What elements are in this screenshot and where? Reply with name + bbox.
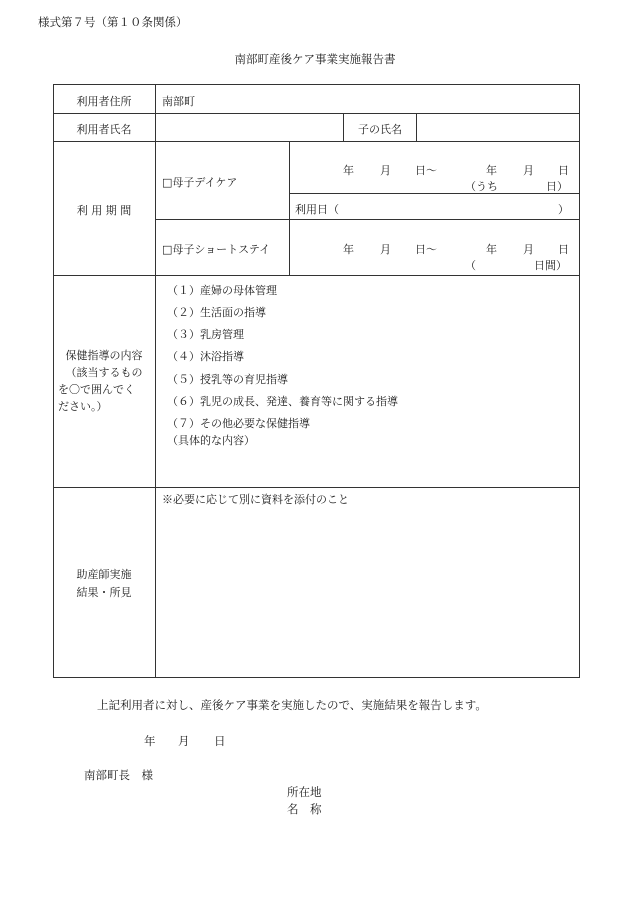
report-statement: 上記利用者に対し、産後ケア事業を実施したので、実施結果を報告します。 <box>97 698 487 712</box>
guidance-label-line: 保健指導の内容 <box>65 349 143 362</box>
guidance-label <box>53 347 155 415</box>
daycare-option: □母子デイケア <box>162 176 238 189</box>
row-divider <box>53 113 580 114</box>
shortstay-start-month: 月 <box>380 243 391 256</box>
organization-name-label: 名 称 <box>287 802 322 816</box>
daycare-subrow-divider <box>289 193 580 194</box>
guidance-item: （７）その他必要な保健指導 <box>167 417 310 430</box>
daycare-end-month: 月 <box>523 164 534 177</box>
shortstay-start-year: 年 <box>343 243 354 256</box>
guidance-label-line: を〇で囲んでく <box>58 383 135 396</box>
guidance-detail-label: （具体的な内容） <box>167 434 255 447</box>
usage-period-label: 利 用 期 間 <box>76 204 132 217</box>
shortstay-end-day: 日 <box>558 243 569 256</box>
user-name-label: 利用者氏名 <box>76 123 132 136</box>
daycare-end-day: 日 <box>558 164 569 177</box>
child-name-label: 子の氏名 <box>358 123 402 136</box>
child-name-divider-right <box>416 113 417 141</box>
document-title: 南部町産後ケア事業実施報告書 <box>234 52 396 66</box>
guidance-item: （６）乳児の成長、発達、養育等に関する指導 <box>167 395 398 408</box>
midwife-result-label <box>53 566 155 602</box>
shortstay-end-month: 月 <box>523 243 534 256</box>
guidance-item: （１）産婦の母体管理 <box>167 284 277 297</box>
guidance-item: （５）授乳等の育児指導 <box>167 373 288 386</box>
guidance-item: （４）沐浴指導 <box>167 350 244 363</box>
shortstay-end-year: 年 <box>486 243 497 256</box>
shortstay-start-day: 日〜 <box>415 243 437 256</box>
table-border-bottom <box>53 677 580 678</box>
usage-days-close: ） <box>558 203 569 216</box>
daycare-of-which-days: 日） <box>546 180 568 193</box>
midwife-result-label-line: 助産師実施 <box>76 568 132 581</box>
report-date-month: 月 <box>178 734 190 748</box>
daycare-end-year: 年 <box>486 164 497 177</box>
usage-days-label: 利用日（ <box>295 203 339 216</box>
guidance-item: （３）乳房管理 <box>167 328 244 341</box>
row-divider <box>155 219 580 220</box>
daycare-of-which: （うち <box>465 180 498 193</box>
daycare-start-month: 月 <box>380 164 391 177</box>
address-value: 南部町 <box>162 95 195 108</box>
shortstay-days-open: （ <box>465 259 476 272</box>
report-date-day: 日 <box>214 734 226 748</box>
attachment-note: ※必要に応じて別に資料を添付のこと <box>162 493 349 506</box>
row-divider <box>53 275 580 276</box>
row-divider <box>53 141 580 142</box>
form-number: 様式第７号（第１０条関係） <box>38 15 188 29</box>
report-form-table <box>53 84 580 678</box>
location-label: 所在地 <box>287 785 322 799</box>
guidance-label-line: （該当するもの <box>65 366 143 379</box>
period-subcolumn-divider <box>289 141 290 275</box>
guidance-label-line: ださい。） <box>58 400 108 413</box>
daycare-start-year: 年 <box>343 164 354 177</box>
row-divider <box>53 487 580 488</box>
guidance-item: （２）生活面の指導 <box>167 306 266 319</box>
addressee: 南部町長 様 <box>84 768 153 782</box>
table-border-top <box>53 84 580 85</box>
table-border-right <box>579 84 580 678</box>
midwife-result-label-line: 結果・所見 <box>76 586 132 599</box>
address-label: 利用者住所 <box>76 95 132 108</box>
shortstay-days-close: 日間） <box>534 259 567 272</box>
daycare-start-day: 日〜 <box>415 164 437 177</box>
report-date-year: 年 <box>144 734 156 748</box>
label-column-divider <box>155 84 156 678</box>
shortstay-option: □母子ショートステイ <box>162 243 271 256</box>
